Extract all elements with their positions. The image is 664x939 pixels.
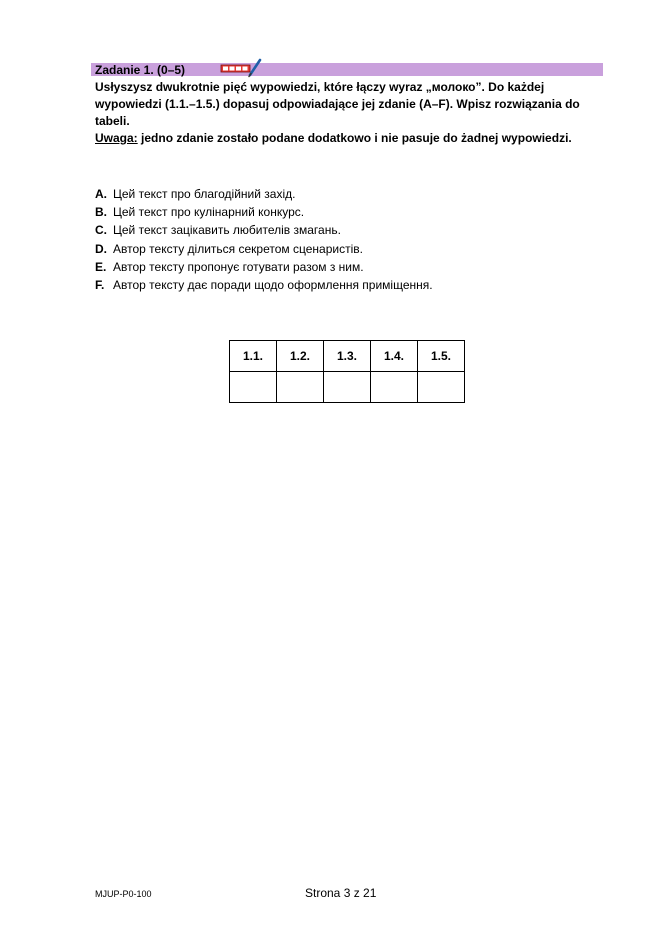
answer-cell-1-4[interactable] [371, 372, 418, 403]
answer-header-cell: 1.3. [324, 341, 371, 372]
instruction-text: Usłyszysz dwukrotnie pięć wypowiedzi, które łączy wyraz „молоко”. Do każdej wypowiedzi (1.1.–1.5.) dopasuj odpowiadające jej zdanie (A–F). Wpisz rozwiązania do tabeli. [95, 80, 580, 128]
option-letter: A. [95, 187, 107, 201]
option-text: Цей текст зацікавить любителів змагань. [113, 223, 341, 238]
option-text: Автор тексту пропонує готувати разом з ним. [113, 259, 364, 274]
answer-header-cell: 1.1. [230, 341, 277, 372]
answer-cell-1-3[interactable] [324, 372, 371, 403]
option-c [95, 221, 433, 239]
option-d [95, 240, 433, 258]
answer-table-input-row [230, 372, 465, 403]
options-list [95, 185, 433, 294]
option-letter: C. [95, 223, 107, 238]
option-text: Автор тексту ділиться секретом сценаристів. [113, 241, 363, 256]
answer-table-header-row [230, 341, 465, 372]
task-title: Zadanie 1. (0–5) [95, 63, 186, 77]
note-text: jedno zdanie zostało podane dodatkowo i nie pasuje do żadnej wypowiedzi. [137, 131, 572, 145]
option-e [95, 258, 433, 276]
answer-header-cell: 1.5. [418, 341, 465, 372]
answer-header-cell: 1.4. [371, 341, 418, 372]
option-letter: D. [95, 241, 107, 256]
option-text: Цей текст про благодійний захід. [113, 187, 296, 201]
answer-cell-1-1[interactable] [230, 372, 277, 403]
answer-cell-1-5[interactable] [418, 372, 465, 403]
note-label: Uwaga: [95, 131, 138, 145]
option-letter: B. [95, 205, 107, 220]
option-letter: E. [95, 259, 107, 274]
page-number: Strona 3 z 21 [305, 886, 377, 900]
answer-header-cell: 1.2. [277, 341, 324, 372]
option-text: Автор тексту дає поради щодо оформлення приміщення. [113, 278, 433, 293]
option-a [95, 185, 433, 203]
option-b [95, 203, 433, 221]
option-letter: F. [95, 278, 105, 293]
option-text: Цей текст про кулінарний конкурс. [113, 205, 305, 220]
answer-table [229, 340, 465, 403]
option-f [95, 276, 433, 294]
pencil-score-icon [220, 58, 264, 78]
note [95, 130, 590, 147]
task-instructions [95, 79, 590, 147]
answer-cell-1-2[interactable] [277, 372, 324, 403]
exam-code: MJUP-P0-100 [95, 889, 152, 899]
